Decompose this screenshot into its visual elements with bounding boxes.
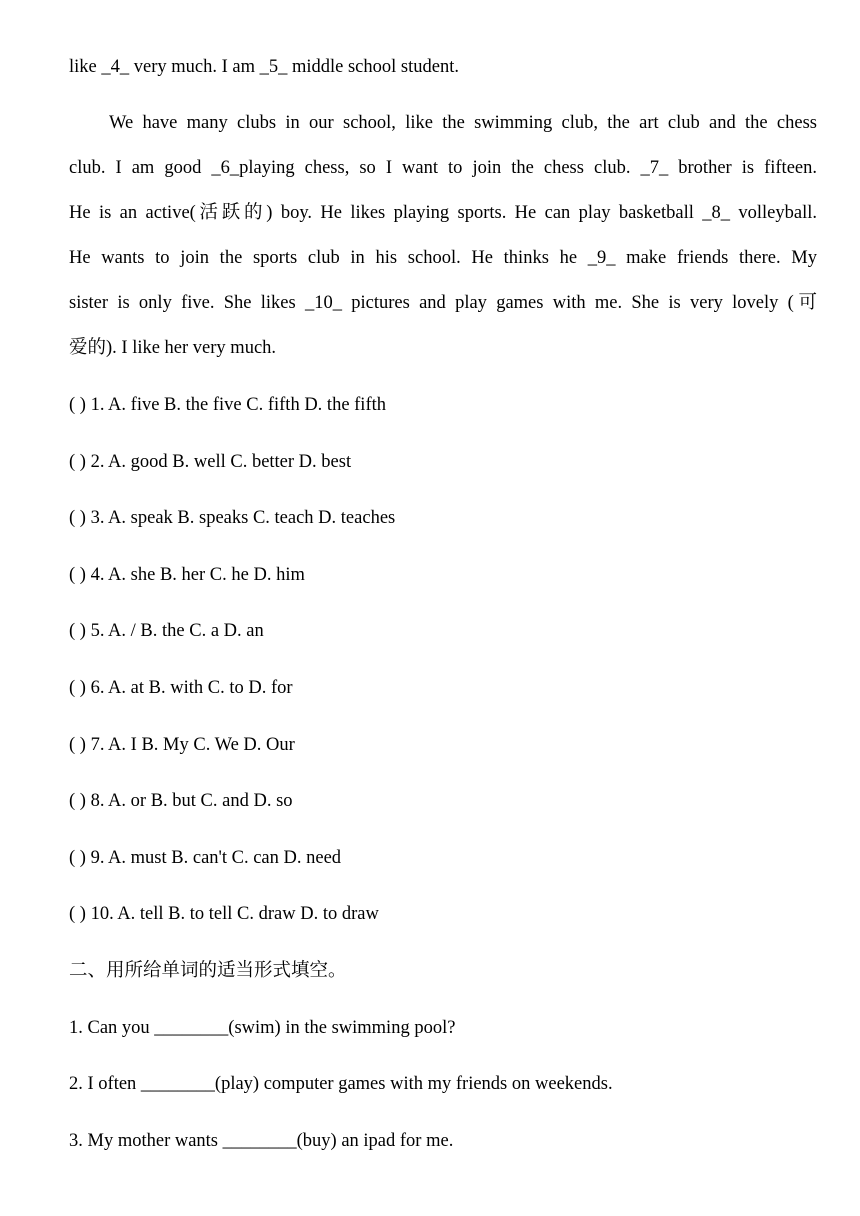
passage-line: We have many clubs in our school, like the swimming club, the art club and the chess — [109, 113, 817, 133]
question-item: ( ) 5. A. / B. the C. a D. an — [69, 621, 264, 641]
fill-in-item: 3. My mother wants ________(buy) an ipad for me. — [69, 1131, 454, 1151]
fill-in-item: 2. I often ________(play) computer games with my friends on weekends. — [69, 1074, 613, 1094]
question-item: ( ) 6. A. at B. with C. to D. for — [69, 678, 293, 698]
passage-line: 爱的). I like her very much. — [69, 338, 277, 358]
question-item: ( ) 7. A. I B. My C. We D. Our — [69, 735, 295, 755]
question-item: ( ) 10. A. tell B. to tell C. draw D. to draw — [69, 904, 379, 924]
passage-line: club. I am good _6_playing chess, so I want to join the chess club. _7_ brother is fifteen. — [69, 158, 817, 178]
passage-line: sister is only five. She likes _10_ pictures and play games with me. She is very lovely (可 — [69, 293, 817, 313]
question-item: ( ) 4. A. she B. her C. he D. him — [69, 565, 305, 585]
passage-line: He wants to join the sports club in his school. He thinks he _9_ make friends there. My — [69, 248, 817, 268]
fill-in-item: 1. Can you ________(swim) in the swimming pool? — [69, 1018, 456, 1038]
passage-paragraph — [69, 111, 817, 381]
question-item: ( ) 9. A. must B. can't C. can D. need — [69, 848, 342, 868]
question-item: ( ) 3. A. speak B. speaks C. teach D. teaches — [69, 508, 396, 528]
question-item: ( ) 2. A. good B. well C. better D. best — [69, 452, 352, 472]
passage-line: He is an active(活跃的) boy. He likes playing sports. He can play basketball _8_ volleyball. — [69, 203, 817, 223]
question-item: ( ) 1. A. five B. the five C. fifth D. the fifth — [69, 395, 387, 415]
section-heading: 二、用所给单词的适当形式填空。 — [69, 961, 347, 981]
question-item: ( ) 8. A. or B. but C. and D. so — [69, 791, 293, 811]
passage-line: like _4_ very much. I am _5_ middle school student. — [69, 57, 459, 77]
